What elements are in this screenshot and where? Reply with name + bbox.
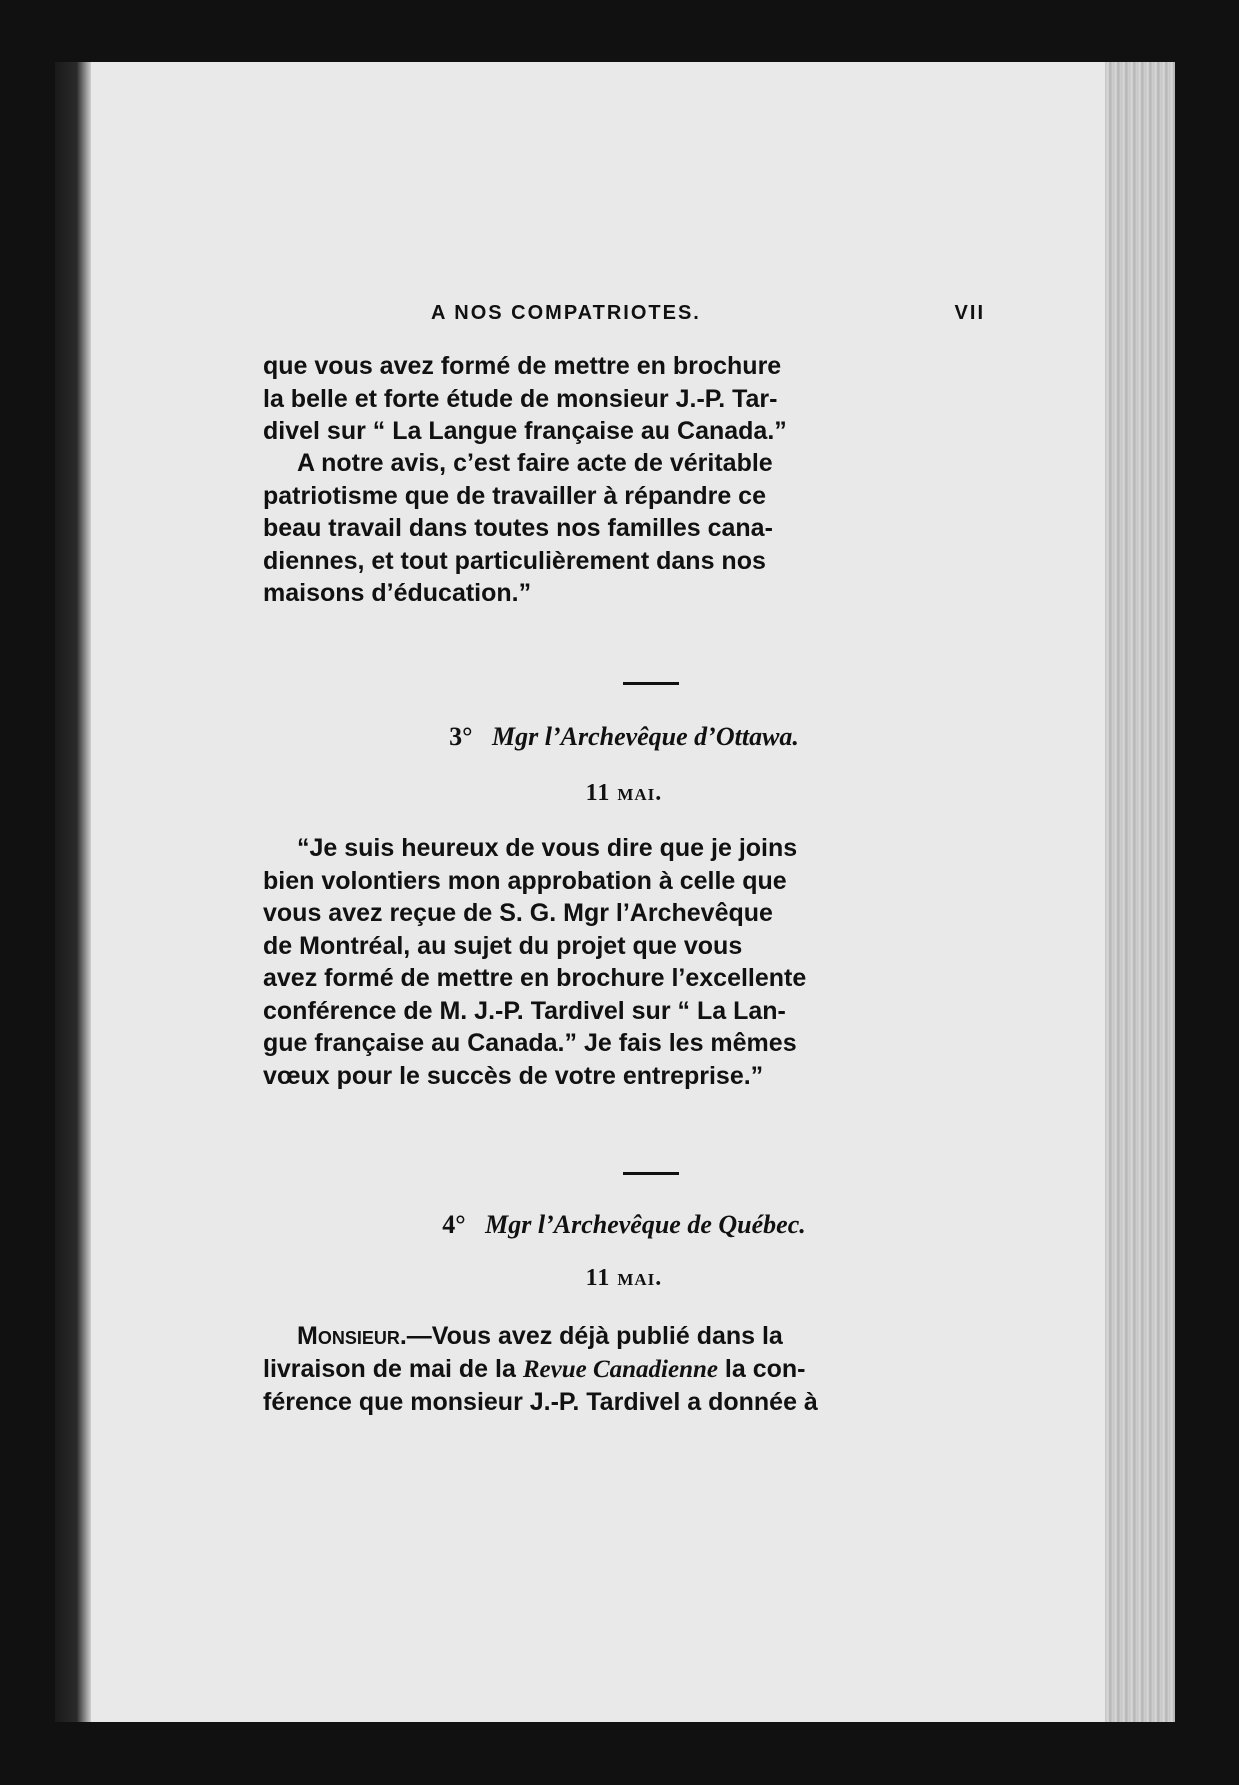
text-line: patriotisme que de travailler à répandre ce [263,481,766,510]
text-fragment: livraison de mai de la [263,1354,523,1383]
text-line: avez formé de mettre en brochure l’excellente [263,964,807,992]
date-day: 11 [585,780,611,806]
text-line: bien volontiers mon approbation à celle que [263,866,787,895]
section-date [263,1265,985,1292]
section-number: 4° [442,1210,466,1239]
section-title: Mgr l’Archevêque de Québec. [485,1210,806,1239]
text-line: A notre avis, c’est faire acte de véritable [297,449,773,477]
text-line: vous avez reçue de S. G. Mgr l’Archevêque [263,899,773,927]
section-title: Mgr l’Archevêque d’Ottawa. [491,722,799,751]
section-heading-quebec [263,1210,985,1240]
paragraph-quebec-letter [263,1320,985,1419]
running-header [263,302,985,332]
text-line [263,1320,985,1353]
date-month: mai. [617,780,663,806]
page-edge [1105,62,1175,1722]
text-fragment: —Vous avez déjà publié dans la [406,1322,783,1350]
text-line: diennes, et tout particulièrement dans nos [263,546,766,575]
text-line: maisons d’éducation.” [263,579,532,607]
text-fragment: la con- [717,1354,806,1383]
text-line: de Montréal, au sujet du projet que vous [263,931,743,960]
date-month: mai. [617,1265,663,1291]
page-number: VII [954,302,985,324]
text-line: gue française au Canada.” Je fais les mêmes [263,1029,797,1057]
paragraph-ottawa-letter [263,832,985,1092]
text-line: divel sur “ La Langue française au Canada.” [263,417,787,445]
paragraph-patriotisme [263,447,985,610]
text-line: férence que monsieur J.-P. Tardivel a donnée à [263,1388,818,1416]
scanned-page [55,62,1175,1722]
running-title: A NOS COMPATRIOTES. [431,302,701,324]
section-date [263,780,985,807]
text-line: conférence de M. J.-P. Tardivel sur “ La Lan- [263,996,786,1025]
text-line: la belle et forte étude de monsieur J.-P. Tar- [263,384,778,413]
section-heading-ottawa [263,722,985,752]
section-divider [623,1172,679,1175]
text-line [263,1353,985,1387]
binding-shadow [55,62,91,1722]
text-line: que vous avez formé de mettre en brochure [263,352,782,380]
journal-title: Revue Canadienne [522,1355,718,1383]
salutation: Monsieur. [297,1322,407,1350]
text-line: “Je suis heureux de vous dire que je joins [297,834,798,862]
date-day: 11 [585,1265,611,1291]
text-line: vœux pour le succès de votre entreprise.” [263,1061,764,1090]
section-number: 3° [449,722,473,751]
paragraph-continuation [263,350,985,448]
text-line: beau travail dans toutes nos familles cana- [263,514,773,542]
section-divider [623,682,679,685]
